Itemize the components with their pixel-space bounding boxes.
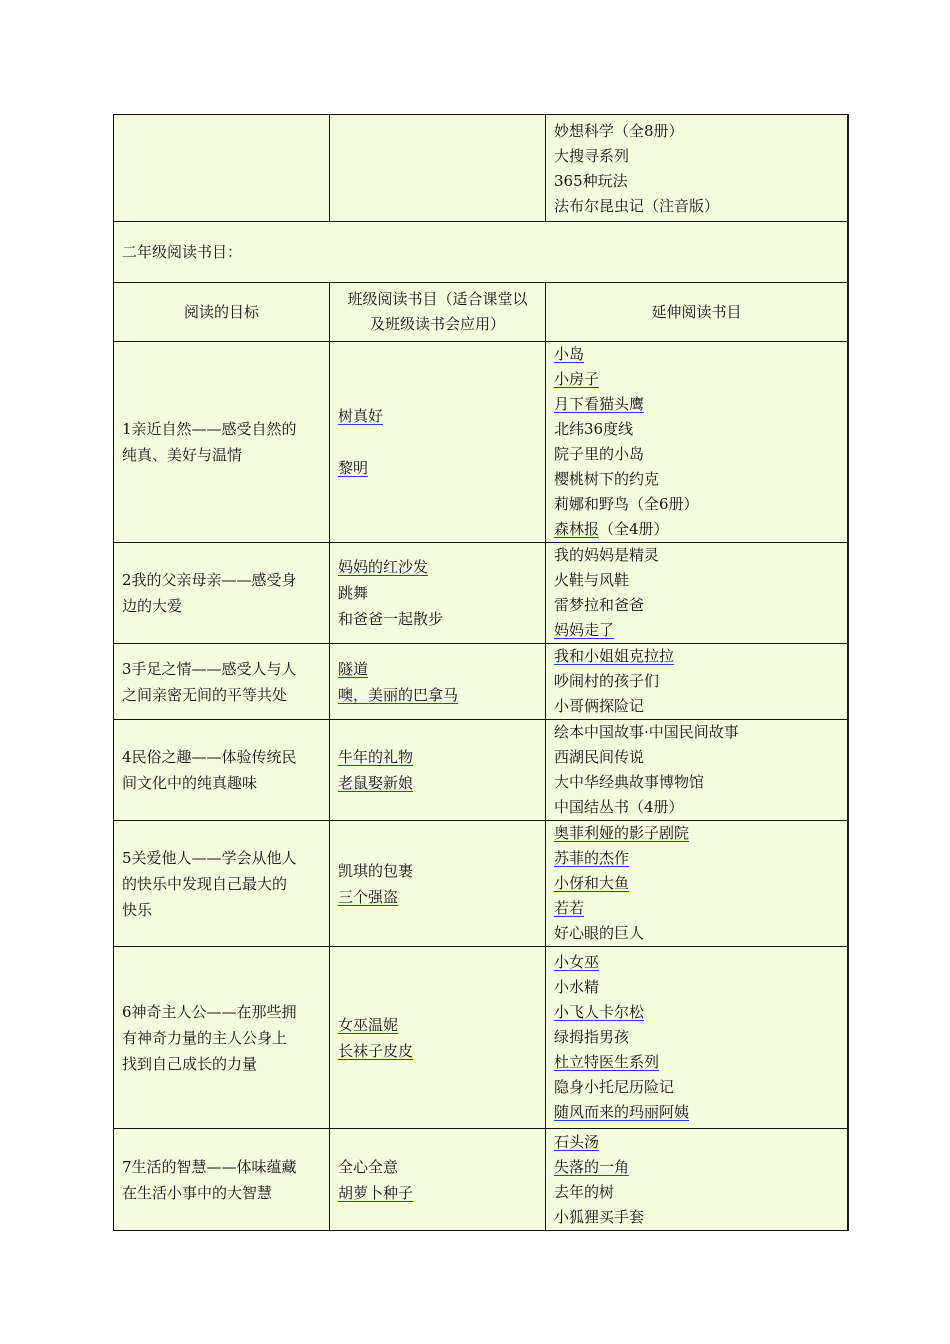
- class-books-cell: [330, 720, 546, 821]
- book-line: [554, 644, 839, 669]
- goal-text: 纯真、美好与温情: [122, 446, 243, 464]
- extended-books-cell: [546, 342, 849, 543]
- book-title: 跳舞: [338, 584, 369, 602]
- book-link[interactable]: 噢，美丽的巴拿马: [338, 685, 459, 704]
- book-title: 大中华经典故事博物馆: [554, 773, 705, 791]
- book-link[interactable]: 若若: [554, 899, 585, 917]
- book-line: [338, 858, 537, 884]
- continuation-row: [114, 115, 849, 222]
- goal-cell: [114, 543, 330, 644]
- book-line: [554, 821, 839, 846]
- book-line: [338, 455, 537, 481]
- goal-text: 5关爱他人——学会从他人: [122, 848, 297, 867]
- book-link[interactable]: 妈妈走了: [554, 621, 615, 639]
- book-link[interactable]: 苏菲的杰作: [554, 849, 630, 867]
- book-link[interactable]: 牛年的礼物: [338, 748, 414, 766]
- goal-text: 找到自己成长的力量: [122, 1054, 258, 1073]
- book-title: 凯琪的包裹: [338, 861, 414, 880]
- book-title: 小水精: [554, 978, 600, 996]
- book-title: 和爸爸一起散步: [338, 610, 444, 628]
- book-link[interactable]: 老鼠娶新娘: [338, 774, 414, 792]
- book-link[interactable]: 小岛: [554, 345, 585, 363]
- book-link[interactable]: 隧道: [338, 659, 369, 678]
- header-class-books: [330, 283, 546, 342]
- book-line: [554, 417, 839, 442]
- goal-text: 7生活的智慧——体味蕴藏: [122, 1157, 297, 1176]
- book-line: [338, 1154, 537, 1180]
- book-title: 北纬36度线: [554, 420, 634, 438]
- book-link[interactable]: 奥菲利娅的影子剧院: [554, 824, 690, 842]
- goal-cell: [114, 1129, 330, 1231]
- book-line: [554, 770, 839, 795]
- book-line: [554, 342, 839, 367]
- book-line: [554, 543, 839, 568]
- goal-text: 间文化中的纯真趣味: [122, 774, 258, 792]
- book-title: 我的妈妈是精灵: [554, 546, 660, 564]
- book-link[interactable]: 我和小姐姐克拉拉: [554, 647, 675, 665]
- reading-row: [114, 644, 849, 720]
- class-books-cell: [330, 543, 546, 644]
- section-title: 二年级阅读书目：: [114, 222, 849, 283]
- book-link[interactable]: 小伢和大鱼: [554, 874, 630, 892]
- book-line: [554, 1075, 839, 1100]
- book-line: [554, 1050, 839, 1075]
- book-title: 隐身小托尼历险记: [554, 1078, 675, 1096]
- book-suffix: （全4册）: [599, 520, 669, 538]
- continuation-class-cell: [330, 115, 546, 222]
- book-line: [554, 745, 839, 770]
- header-extended-books: 延伸阅读书目: [546, 283, 849, 342]
- book-line: [554, 720, 839, 745]
- book-title: 绘本中国故事·中国民间故事: [554, 723, 739, 741]
- goal-text: 边的大爱: [122, 597, 183, 615]
- ext-book: 365种玩法: [554, 172, 628, 190]
- book-link[interactable]: 三个强盗: [338, 887, 399, 906]
- reading-row: [114, 1129, 849, 1231]
- book-line: [554, 492, 839, 517]
- book-line: [338, 656, 537, 682]
- book-line: [338, 1012, 537, 1038]
- continuation-ext-cell: [546, 115, 849, 222]
- extended-books-cell: [546, 543, 849, 644]
- book-line: [554, 846, 839, 871]
- book-title: 吵闹村的孩子们: [554, 672, 660, 690]
- class-books-cell: [330, 1129, 546, 1231]
- book-line: [338, 606, 537, 632]
- book-title: 火鞋与风鞋: [554, 571, 630, 589]
- goal-text: 4民俗之趣——体验传统民: [122, 748, 297, 766]
- section-title-row: [114, 222, 849, 283]
- book-link[interactable]: 胡萝卜种子: [338, 1183, 414, 1202]
- book-line: [338, 1180, 537, 1206]
- reading-row: [114, 543, 849, 644]
- book-title: 去年的树: [554, 1182, 615, 1201]
- book-line: [554, 568, 839, 593]
- reading-row: [114, 821, 849, 947]
- reading-row: [114, 947, 849, 1129]
- reading-row: [114, 342, 849, 543]
- book-line: [554, 517, 839, 542]
- book-line: [554, 669, 839, 694]
- header-row: [114, 283, 849, 342]
- reading-row: [114, 720, 849, 821]
- book-line: [338, 682, 537, 708]
- goal-text: 有神奇力量的主人公身上: [122, 1028, 288, 1047]
- book-title: 好心眼的巨人: [554, 924, 645, 942]
- class-books-cell: [330, 644, 546, 720]
- header-class-line1: 班级阅读书目（适合课堂以: [347, 290, 528, 308]
- book-line: [338, 429, 537, 455]
- class-books-cell: [330, 821, 546, 947]
- ext-book: 法布尔昆虫记（注音版）: [554, 197, 720, 215]
- book-line: [554, 1180, 839, 1205]
- book-line: [554, 921, 839, 946]
- book-title: 雷梦拉和爸爸: [554, 596, 645, 614]
- book-line: [554, 442, 839, 467]
- book-link[interactable]: 树真好: [338, 407, 384, 425]
- book-line: [338, 744, 537, 770]
- book-title: 西湖民间传说: [554, 748, 645, 766]
- book-line: [338, 403, 537, 429]
- book-line: [554, 1205, 839, 1230]
- ext-book: 大搜寻系列: [554, 147, 630, 165]
- book-title: 莉娜和野鸟（全6册）: [554, 495, 699, 513]
- book-title: 全心全意: [338, 1157, 399, 1176]
- book-title: 樱桃树下的约克: [554, 470, 660, 488]
- book-line: [554, 975, 839, 1000]
- book-line: [554, 1100, 839, 1125]
- goal-text: 3手足之情——感受人与人: [122, 659, 297, 678]
- goal-cell: [114, 947, 330, 1129]
- book-line: [554, 392, 839, 417]
- book-line: [554, 871, 839, 896]
- extended-books-cell: [546, 1129, 849, 1231]
- book-line: [554, 367, 839, 392]
- goal-text: 在生活小事中的大智慧: [122, 1183, 273, 1202]
- book-line: [338, 580, 537, 606]
- book-link[interactable]: 小房子: [554, 370, 600, 388]
- goal-text: 1亲近自然——感受自然的: [122, 420, 297, 438]
- extended-books-cell: [546, 720, 849, 821]
- book-link[interactable]: 随风而来的玛丽阿姨: [554, 1103, 690, 1121]
- goal-cell: [114, 720, 330, 821]
- book-line: [338, 1038, 537, 1064]
- book-title: 中国结丛书（4册）: [554, 798, 684, 816]
- goal-text: 的快乐中发现自己最大的: [122, 874, 288, 893]
- book-title: 绿拇指男孩: [554, 1028, 630, 1046]
- header-goal: 阅读的目标: [114, 283, 330, 342]
- extended-books-cell: [546, 644, 849, 720]
- goal-text: 2我的父亲母亲——感受身: [122, 571, 297, 589]
- goal-cell: [114, 644, 330, 720]
- book-title: 小狐狸买手套: [554, 1207, 645, 1226]
- extended-books-cell: [546, 821, 849, 947]
- book-title: 小哥俩探险记: [554, 697, 645, 715]
- book-line: [554, 618, 839, 643]
- book-line: [554, 950, 839, 975]
- class-books-cell: [330, 947, 546, 1129]
- book-line: [554, 593, 839, 618]
- book-link[interactable]: 小飞人卡尔松: [554, 1003, 645, 1021]
- book-link[interactable]: 失落的一角: [554, 1157, 630, 1176]
- goal-text: 快乐: [122, 900, 153, 919]
- book-line: [554, 896, 839, 921]
- book-line: [554, 1155, 839, 1180]
- book-line: [338, 770, 537, 796]
- class-books-cell: [330, 342, 546, 543]
- book-link[interactable]: 月下看猫头鹰: [554, 395, 645, 413]
- reading-list-table: [113, 114, 849, 1231]
- book-line: [554, 1130, 839, 1155]
- goal-cell: [114, 342, 330, 543]
- goal-text: 6神奇主人公——在那些拥: [122, 1002, 297, 1021]
- book-link[interactable]: 妈妈的红沙发: [338, 558, 429, 576]
- header-class-line2: 及班级读书会应用）: [369, 315, 505, 333]
- book-link[interactable]: 女巫温妮: [338, 1015, 399, 1034]
- book-link[interactable]: 森林报: [554, 520, 600, 538]
- book-link[interactable]: 黎明: [338, 459, 369, 477]
- reading-list-document: [113, 114, 849, 1231]
- book-link[interactable]: 杜立特医生系列: [554, 1053, 660, 1071]
- goal-cell: [114, 821, 330, 947]
- book-link[interactable]: 石头汤: [554, 1132, 600, 1151]
- book-line: [554, 467, 839, 492]
- book-title: 院子里的小岛: [554, 445, 645, 463]
- book-link[interactable]: 小女巫: [554, 953, 600, 971]
- book-line: [554, 694, 839, 719]
- book-line: [338, 554, 537, 580]
- book-link[interactable]: 长袜子皮皮: [338, 1041, 414, 1060]
- ext-book: 妙想科学（全8册）: [554, 122, 684, 140]
- continuation-goal-cell: [114, 115, 330, 222]
- book-line: [338, 884, 537, 910]
- book-line: [554, 1000, 839, 1025]
- goal-text: 之间亲密无间的平等共处: [122, 685, 288, 704]
- extended-books-cell: [546, 947, 849, 1129]
- book-line: [554, 795, 839, 820]
- book-line: [554, 1025, 839, 1050]
